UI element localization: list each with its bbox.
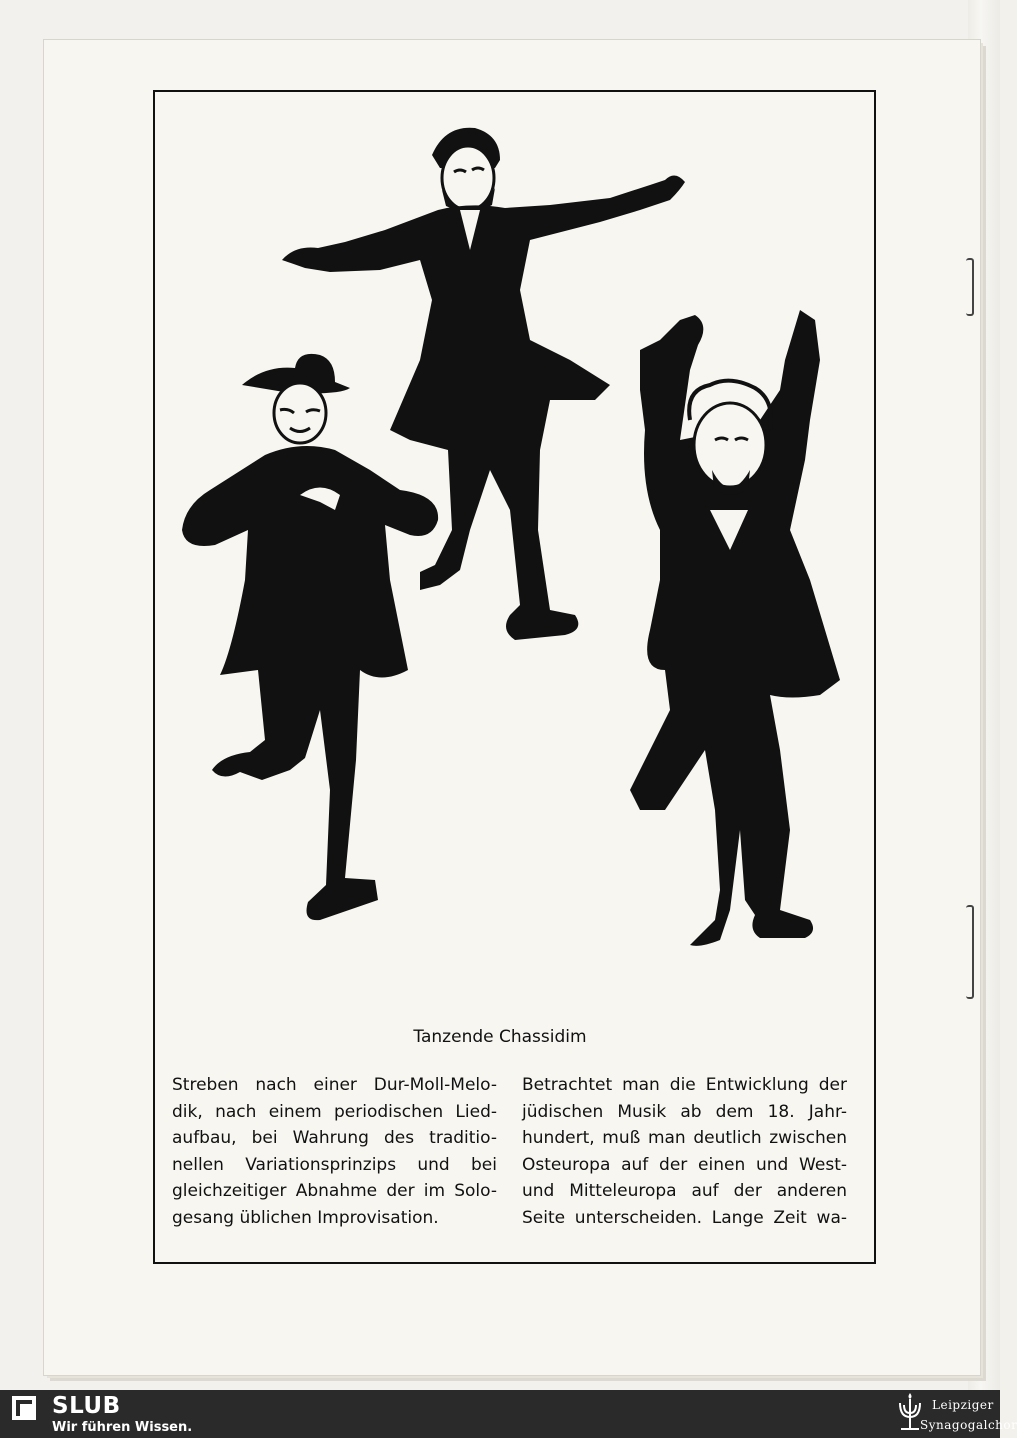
staple-lower (966, 905, 974, 999)
text-line: dik, nach einem periodischen Lied- (172, 1101, 497, 1122)
text-column-right (522, 1072, 847, 1231)
staple-upper (966, 258, 974, 316)
slub-brand-name[interactable]: SLUB (52, 1393, 121, 1419)
slub-logo-icon[interactable] (12, 1396, 36, 1420)
text-line: nellen Variationsprinzips und bei (172, 1154, 497, 1175)
text-line: jüdischen Musik ab dem 18. Jahr- (522, 1101, 847, 1122)
frame-rule-right (874, 90, 876, 1264)
dancing-hasidim-illustration (170, 110, 860, 1020)
partner-name-line1: Leipziger (932, 1398, 994, 1412)
text-line: hundert, muß man deutlich zwischen (522, 1128, 847, 1148)
frame-rule-top (153, 90, 876, 92)
dancer-right-figure (630, 310, 840, 946)
text-line: Streben nach einer Dur-Moll-Melo- (172, 1075, 497, 1095)
text-line: Seite unterscheiden. Lange Zeit wa- (522, 1207, 847, 1228)
text-line: gesang üblichen Improvisation. (172, 1207, 439, 1228)
partner-name-line2: Synagogalchor (920, 1418, 1017, 1432)
text-column-left (172, 1072, 497, 1231)
frame-rule-left (153, 90, 155, 1264)
text-line: Betrachtet man die Entwicklung der (522, 1075, 847, 1095)
illustration-caption: Tanzende Chassidim (413, 1027, 587, 1047)
dancer-left-figure (182, 354, 438, 920)
text-line: gleichzeitiger Abnahme der im Solo- (172, 1181, 497, 1201)
text-line: und Mitteleuropa auf der anderen (522, 1181, 847, 1201)
text-line: Osteuropa auf der einen und West- (522, 1154, 847, 1175)
frame-rule-bottom (153, 1262, 876, 1264)
text-line: aufbau, bei Wahrung des traditio- (172, 1128, 497, 1148)
slub-tagline: Wir führen Wissen. (52, 1420, 193, 1435)
